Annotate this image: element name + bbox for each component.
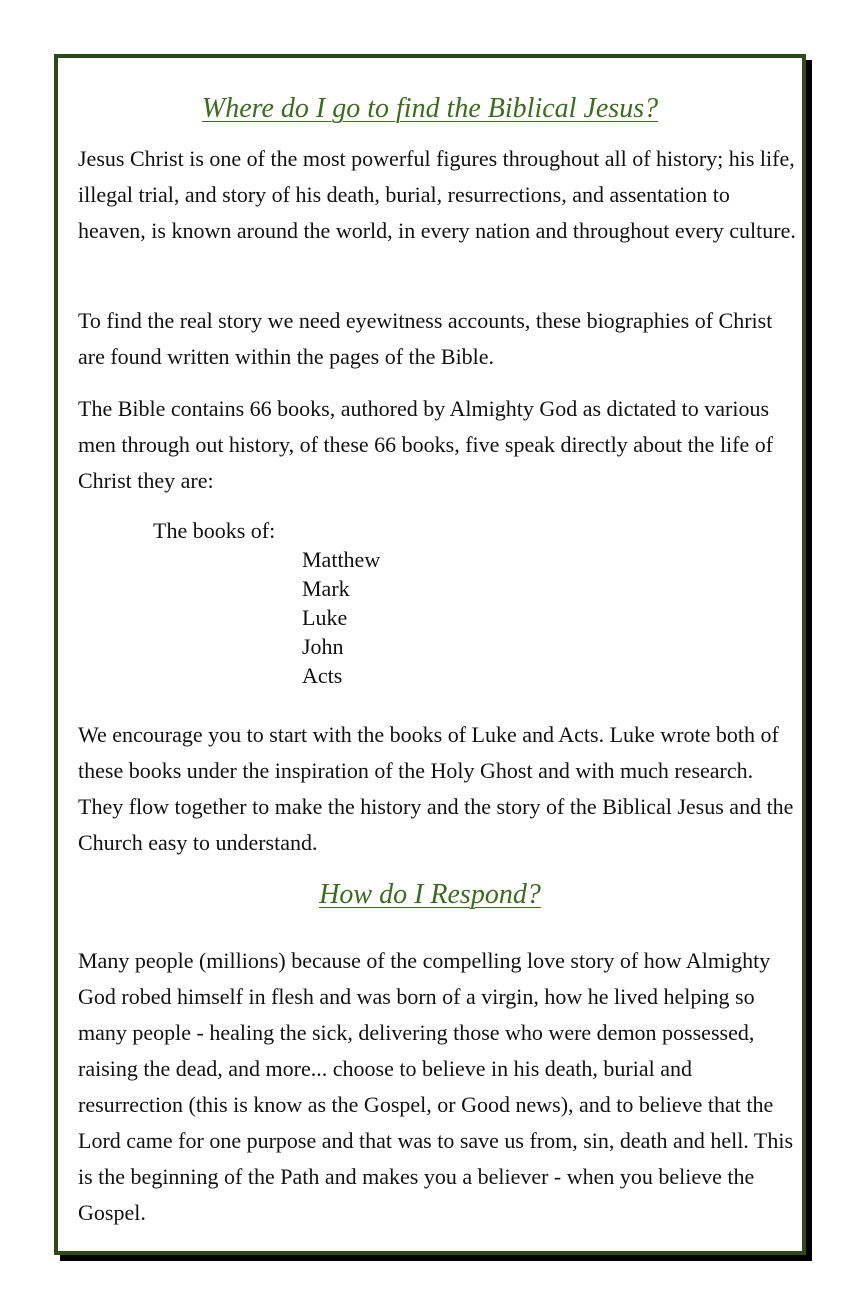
books-label: The books of: <box>153 518 276 543</box>
book-luke: Luke <box>302 605 348 630</box>
book-acts: Acts <box>302 663 343 688</box>
book-mark: Mark <box>302 576 350 601</box>
books-list <box>302 545 380 690</box>
paragraph-encourage: We encourage you to start with the books of Luke and Acts. Luke wrote both of these books under the inspiration of the Holy Ghost and with much research. They flow together to make the history and the story of the Biblical Jesus and the Church easy to understand. <box>78 722 794 855</box>
paragraph-bible: The Bible contains 66 books, authored by Almighty God as dictated to various men through out history, of these 66 books, five speak directly about the life of Christ they are: <box>78 396 774 493</box>
book-john: John <box>302 634 344 659</box>
book-matthew: Matthew <box>302 547 381 572</box>
paragraph-eyewitness: To find the real story we need eyewitness accounts, these biographies of Christ are found written within the pages of the Bible. <box>78 308 773 369</box>
paragraph-respond: Many people (millions) because of the compelling love story of how Almighty God robed himself in flesh and was born of a virgin, how he lived helping so many people - healing the sick, delivering those who were demon possessed, raising the dead, and more... choose to believe in his death, burial and resurrection (this is know as the Gospel, or Good news), and to believe that the Lord came for one purpose and that was to save us from, sin, death and hell. This is the beginning of the Path and makes you a believer - when you believe the Gospel. <box>78 948 794 1225</box>
heading-biblical-jesus: Where do I go to find the Biblical Jesus? <box>201 93 659 124</box>
page-frame <box>54 54 806 1255</box>
paragraph-intro: Jesus Christ is one of the most powerful figures throughout all of history; his life, illegal trial, and story of his death, burial, resurrections, and assentation to heaven, is known around the world, in every nation and throughout every culture. <box>78 146 796 243</box>
heading-how-respond: How do I Respond? <box>319 879 541 910</box>
